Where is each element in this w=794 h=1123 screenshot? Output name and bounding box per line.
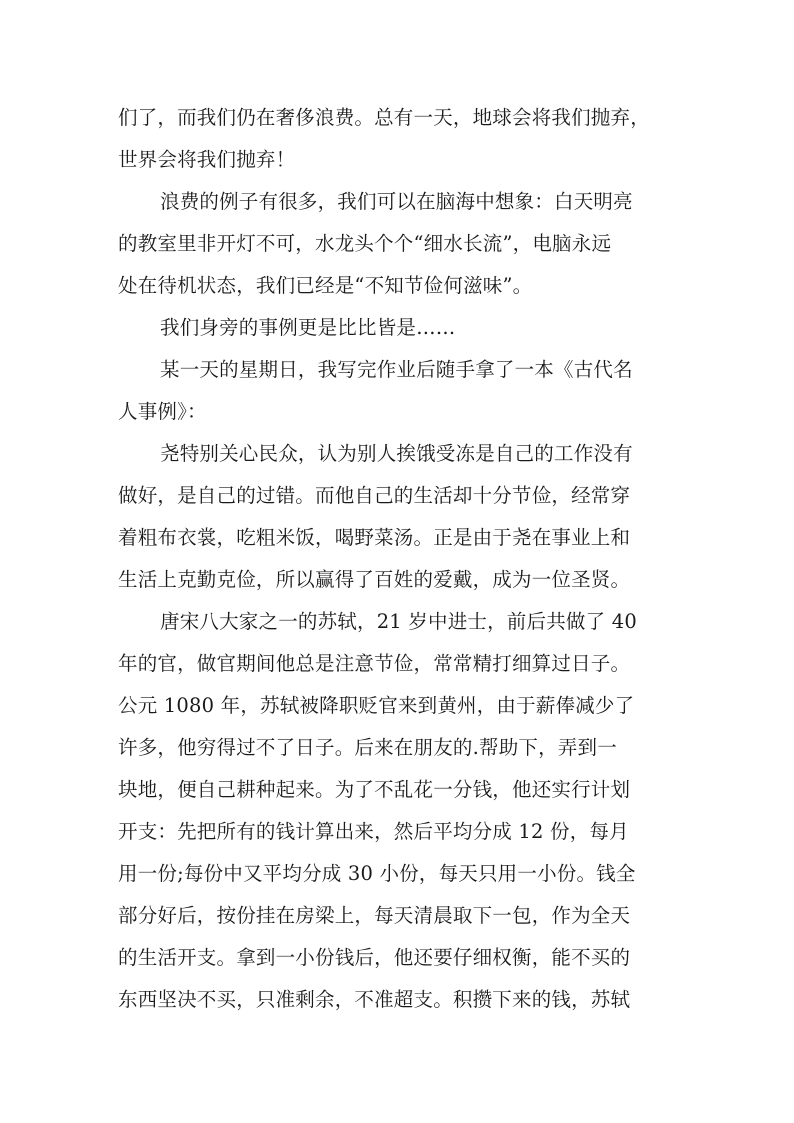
text-line-11: 着粗布衣裳，吃粗米饭，喝野菜汤。正是由于尧在事业上和 <box>118 526 631 549</box>
text-line-14: 年的官，做官期间他总是注意节俭，常常精打细算过日子。 <box>118 652 631 675</box>
text-line-20: 部分好后，按份挂在房梁上，每天清晨取下一包，作为全天 <box>118 904 631 927</box>
text-line-3: 浪费的例子有很多，我们可以在脑海中想象：白天明亮 <box>160 190 633 213</box>
text-line-19: 用一份;每份中又平均分成 30 小份，每天只用一小份。钱全 <box>118 862 636 885</box>
text-line-22: 东西坚决不买，只准剩余，不准超支。积攒下来的钱，苏轼 <box>118 988 631 1011</box>
text-line-21: 的生活开支。拿到一小份钱后，他还要仔细权衡，能不买的 <box>118 946 631 969</box>
text-line-17: 块地，便自己耕种起来。为了不乱花一分钱，他还实行计划 <box>118 778 631 801</box>
text-line-4: 的教室里非开灯不可，水龙头个个“细水长流”，电脑永远 <box>118 232 612 255</box>
text-line-15: 公元 1080 年，苏轼被降职贬官来到黄州，由于薪俸减少了 <box>118 694 635 717</box>
text-line-13: 唐宋八大家之一的苏轼，21 岁中进士，前后共做了 40 <box>160 610 637 633</box>
text-line-10: 做好，是自己的过错。而他自己的生活却十分节俭，经常穿 <box>118 484 631 507</box>
text-line-16: 许多，他穷得过不了日子。后来在朋友的.帮助下，弄到一 <box>118 736 617 759</box>
text-line-6: 我们身旁的事例更是比比皆是…… <box>160 316 456 339</box>
text-line-5: 处在待机状态，我们已经是“不知节俭何滋味”。 <box>118 274 533 297</box>
text-line-12: 生活上克勤克俭，所以赢得了百姓的爱戴，成为一位圣贤。 <box>118 568 631 591</box>
text-line-1: 们了，而我们仍在奢侈浪费。总有一天，地球会将我们抛弃， <box>118 106 650 129</box>
text-line-7: 某一天的星期日，我写完作业后随手拿了一本《古代名 <box>160 358 633 381</box>
text-line-2: 世界会将我们抛弃！ <box>118 148 296 171</box>
text-line-18: 开支：先把所有的钱计算出来，然后平均分成 12 份，每月 <box>118 820 629 843</box>
text-line-8: 人事例》： <box>118 400 207 423</box>
text-line-9: 尧特别关心民众，认为别人挨饿受冻是自己的工作没有 <box>160 442 633 465</box>
